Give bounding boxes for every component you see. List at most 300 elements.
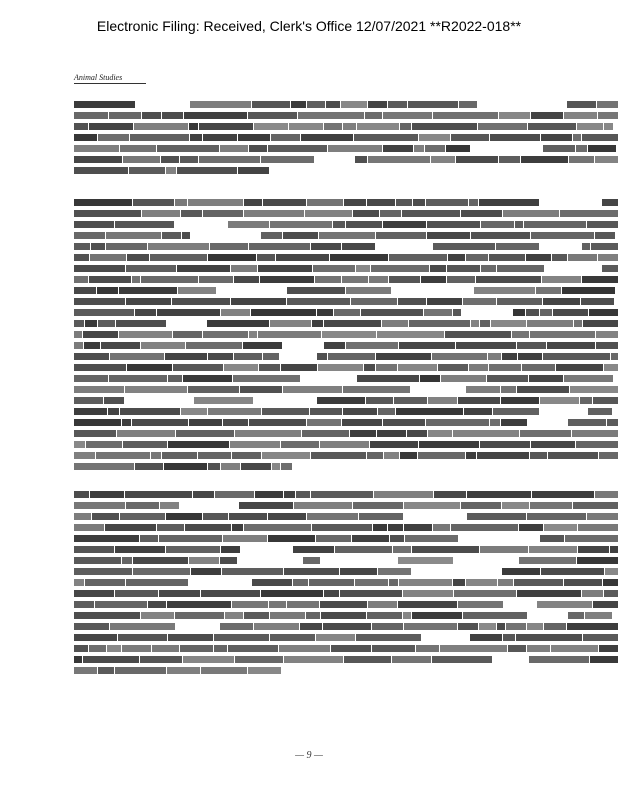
glyph-run [157,309,220,316]
glyph-run [602,265,618,272]
garbled-text-line [74,666,618,675]
glyph-run [260,276,314,283]
glyph-run [428,397,457,404]
glyph-run [222,568,283,575]
glyph-run [424,309,452,316]
garbled-text-line [74,534,618,543]
glyph-run [74,408,107,415]
glyph-run [148,601,166,608]
glyph-run [231,298,286,305]
garbled-text-line [74,100,618,109]
glyph-run [215,491,254,498]
glyph-run [547,342,595,349]
glyph-run [127,254,149,261]
glyph-run [74,667,97,674]
glyph-run [526,254,551,261]
glyph-run [433,524,450,531]
glyph-run [489,254,525,261]
glyph-run [445,331,511,338]
glyph-run [458,601,503,608]
glyph-run [208,353,233,360]
glyph-run [108,408,119,415]
glyph-run [203,134,237,141]
glyph-run [399,342,455,349]
glyph-run [249,331,257,338]
glyph-run [396,408,463,415]
glyph-run [479,623,496,630]
glyph-run [367,612,402,619]
glyph-run [451,134,489,141]
glyph-run [489,364,521,371]
glyph-run [367,199,395,206]
glyph-run [357,123,399,130]
glyph-run [178,287,216,294]
glyph-run [225,612,243,619]
glyph-run [474,287,535,294]
glyph-run [407,430,427,437]
glyph-run [447,276,475,283]
glyph-run [120,145,156,152]
glyph-run [261,590,323,597]
glyph-run [419,134,450,141]
glyph-run [74,430,116,437]
glyph-run [141,276,198,283]
glyph-run [320,441,369,448]
glyph-run [479,199,539,206]
garbled-text-line [74,396,618,405]
glyph-run [378,568,411,575]
glyph-run [148,243,209,250]
glyph-run [249,243,310,250]
glyph-run [125,491,192,498]
garbled-text-line [74,253,618,262]
glyph-run [453,430,519,437]
glyph-run [194,397,254,404]
garbled-text-line [74,286,618,295]
glyph-run [427,232,470,239]
glyph-run [522,364,555,371]
glyph-run [203,331,248,338]
glyph-run [419,441,479,448]
glyph-run [605,568,618,575]
glyph-run [312,320,323,327]
glyph-run [86,441,122,448]
garbled-text-line [74,133,618,142]
glyph-run [279,645,330,652]
glyph-run [476,276,541,283]
glyph-run [496,243,539,250]
glyph-run [311,243,341,250]
glyph-run [491,320,526,327]
glyph-run [175,612,224,619]
glyph-run [458,623,478,630]
glyph-run [604,364,618,371]
glyph-run [440,645,507,652]
glyph-run [89,123,133,130]
glyph-run [453,309,461,316]
glyph-run [241,463,271,470]
glyph-run [529,656,589,663]
glyph-run [334,309,361,316]
glyph-run [276,254,329,261]
glyph-run [427,298,462,305]
glyph-run [356,634,421,641]
glyph-run [607,419,618,426]
garbled-text-line [74,545,618,554]
glyph-run [234,353,262,360]
glyph-run [490,134,540,141]
glyph-run [414,145,424,152]
glyph-run [152,645,179,652]
glyph-run [398,601,457,608]
glyph-run [184,112,247,119]
garbled-text-line [74,556,618,565]
garbled-text-line [74,501,618,510]
glyph-run [316,634,356,641]
glyph-run [118,634,167,641]
glyph-run [157,524,184,531]
garbled-text-line [74,341,618,350]
glyph-run [150,254,207,261]
glyph-run [132,419,188,426]
glyph-run [268,513,306,520]
glyph-run [301,134,353,141]
glyph-run [270,612,305,619]
glyph-run [116,320,166,327]
glyph-run [498,579,513,586]
glyph-run [243,342,282,349]
glyph-run [175,199,187,206]
glyph-run [591,243,618,250]
glyph-run [341,101,367,108]
glyph-run [105,524,156,531]
glyph-run [527,513,586,520]
glyph-run [456,156,498,163]
glyph-run [463,298,496,305]
glyph-run [529,375,563,382]
glyph-run [564,579,602,586]
glyph-run [389,254,447,261]
garbled-text-line [74,512,618,521]
garbled-text-line [74,122,618,131]
glyph-run [426,199,468,206]
glyph-run [520,430,571,437]
glyph-run [221,546,240,553]
glyph-run [167,667,200,674]
garbled-text-line [74,275,618,284]
glyph-run [346,342,398,349]
glyph-run [177,265,230,272]
glyph-run [98,667,114,674]
glyph-run [576,441,618,448]
glyph-run [531,441,575,448]
glyph-run [161,156,179,163]
glyph-run [502,502,529,509]
glyph-run [317,353,327,360]
glyph-run [214,634,269,641]
glyph-run [74,623,109,630]
garbled-text-line [74,611,618,620]
glyph-run [577,557,618,564]
glyph-run [203,210,243,217]
glyph-run [447,265,480,272]
glyph-run [95,601,147,608]
glyph-run [104,397,124,404]
glyph-run [300,623,322,630]
glyph-run [528,123,576,130]
glyph-run [357,375,419,382]
glyph-run [467,491,531,498]
glyph-run [568,612,584,619]
glyph-run [343,123,356,130]
glyph-run [107,645,121,652]
glyph-run [74,232,105,239]
glyph-run [74,276,88,283]
glyph-run [167,601,231,608]
glyph-run [434,491,466,498]
glyph-run [344,656,392,663]
glyph-run [74,656,82,663]
garbled-text-line [74,600,618,609]
glyph-run [499,156,520,163]
glyph-run [238,167,269,174]
glyph-run [543,145,575,152]
glyph-run [134,123,188,130]
glyph-run [353,502,404,509]
glyph-run [578,546,609,553]
glyph-run [287,298,350,305]
glyph-run [229,513,267,520]
glyph-run [74,375,108,382]
glyph-run [181,408,207,415]
glyph-run [433,112,498,119]
glyph-run [384,452,399,459]
glyph-run [74,309,134,316]
glyph-run [526,309,539,316]
glyph-run [122,557,132,564]
glyph-run [162,232,181,239]
garbled-text-line [74,166,618,175]
garbled-text-line [74,220,618,229]
glyph-run [471,320,479,327]
glyph-run [412,123,477,130]
glyph-run [393,546,411,553]
glyph-run [589,309,618,316]
garbled-text-line [74,144,618,153]
glyph-run [115,590,158,597]
glyph-run [433,243,496,250]
glyph-run [268,535,315,542]
glyph-run [512,331,529,338]
glyph-run [120,408,180,415]
glyph-run [305,210,352,217]
glyph-run [355,579,389,586]
glyph-run [230,441,280,448]
glyph-run [487,375,528,382]
glyph-run [585,612,612,619]
garbled-text-line [74,655,618,664]
glyph-run [544,623,566,630]
glyph-run [221,463,240,470]
glyph-run [281,441,319,448]
glyph-run [501,419,527,426]
glyph-run [470,634,502,641]
glyph-run [233,375,300,382]
glyph-run [331,645,371,652]
glyph-run [119,331,172,338]
glyph-run [508,645,526,652]
glyph-run [74,134,97,141]
glyph-run [499,112,530,119]
glyph-run [599,645,618,652]
garbled-text-line [74,198,618,207]
glyph-run [310,408,342,415]
glyph-run [593,397,618,404]
glyph-run [258,331,321,338]
glyph-run [524,221,586,228]
glyph-run [140,656,182,663]
glyph-run [542,276,581,283]
glyph-run [481,265,496,272]
body-paragraph-1 [74,100,618,177]
glyph-run [252,579,292,586]
glyph-run [307,101,325,108]
garbled-text-line [74,523,618,532]
glyph-run [466,452,476,459]
glyph-run [582,134,618,141]
glyph-run [74,463,134,470]
glyph-run [249,145,267,152]
glyph-run [540,397,579,404]
glyph-run [531,232,594,239]
garbled-text-line [74,429,618,438]
glyph-run [74,524,104,531]
glyph-run [199,123,253,130]
glyph-run [373,524,387,531]
glyph-run [553,309,588,316]
glyph-run [513,309,525,316]
glyph-run [326,101,340,108]
glyph-run [453,579,465,586]
glyph-run [389,579,398,586]
glyph-run [572,430,618,437]
glyph-run [135,309,156,316]
glyph-run [122,645,151,652]
glyph-run [324,123,342,130]
glyph-run [490,419,500,426]
glyph-run [74,287,96,294]
glyph-run [383,419,425,426]
glyph-run [412,612,462,619]
glyph-run [165,353,207,360]
glyph-run [181,210,202,217]
glyph-run [74,101,135,108]
garbled-text-line [74,264,618,273]
glyph-run [123,156,160,163]
glyph-run [262,408,309,415]
glyph-run [90,254,126,261]
glyph-run [248,112,297,119]
glyph-run [281,463,292,470]
glyph-run [412,546,479,553]
glyph-run [269,601,286,608]
glyph-run [574,320,582,327]
glyph-run [85,320,97,327]
glyph-run [409,320,470,327]
glyph-run [244,612,269,619]
glyph-run [307,199,343,206]
glyph-run [446,145,470,152]
glyph-run [323,623,372,630]
glyph-run [198,452,231,459]
glyph-run [382,320,408,327]
glyph-run [133,568,190,575]
glyph-run [122,419,131,426]
glyph-run [312,524,372,531]
glyph-run [115,221,174,228]
glyph-run [244,524,311,531]
glyph-run [478,123,527,130]
glyph-run [400,123,411,130]
glyph-run [581,298,614,305]
glyph-run [261,156,314,163]
garbled-text-line [74,297,618,306]
glyph-run [352,535,389,542]
glyph-run [404,524,432,531]
glyph-run [74,320,84,327]
glyph-run [119,287,177,294]
glyph-run [582,276,618,283]
glyph-run [258,265,312,272]
glyph-run [353,210,379,217]
glyph-run [587,513,618,520]
glyph-run [564,375,613,382]
glyph-run [193,491,214,498]
garbled-text-line [74,440,618,449]
glyph-run [514,579,563,586]
glyph-run [466,386,500,393]
glyph-run [268,145,327,152]
glyph-run [405,535,458,542]
glyph-run [320,601,368,608]
glyph-run [220,557,237,564]
glyph-run [328,145,382,152]
glyph-run [232,452,261,459]
garbled-text-line [74,633,618,642]
glyph-run [74,353,109,360]
glyph-run [221,309,250,316]
glyph-run [506,623,526,630]
glyph-run [503,634,515,641]
glyph-run [515,221,523,228]
glyph-run [517,590,581,597]
glyph-run [270,634,315,641]
glyph-run [251,309,316,316]
glyph-run [254,623,299,630]
glyph-run [317,397,365,404]
glyph-run [123,441,167,448]
glyph-run [127,364,172,371]
glyph-run [427,221,480,228]
glyph-run [133,199,174,206]
glyph-run [540,309,552,316]
glyph-run [74,590,114,597]
glyph-run [602,199,618,206]
glyph-run [404,502,460,509]
glyph-run [188,199,243,206]
glyph-run [313,265,355,272]
glyph-run [517,386,569,393]
